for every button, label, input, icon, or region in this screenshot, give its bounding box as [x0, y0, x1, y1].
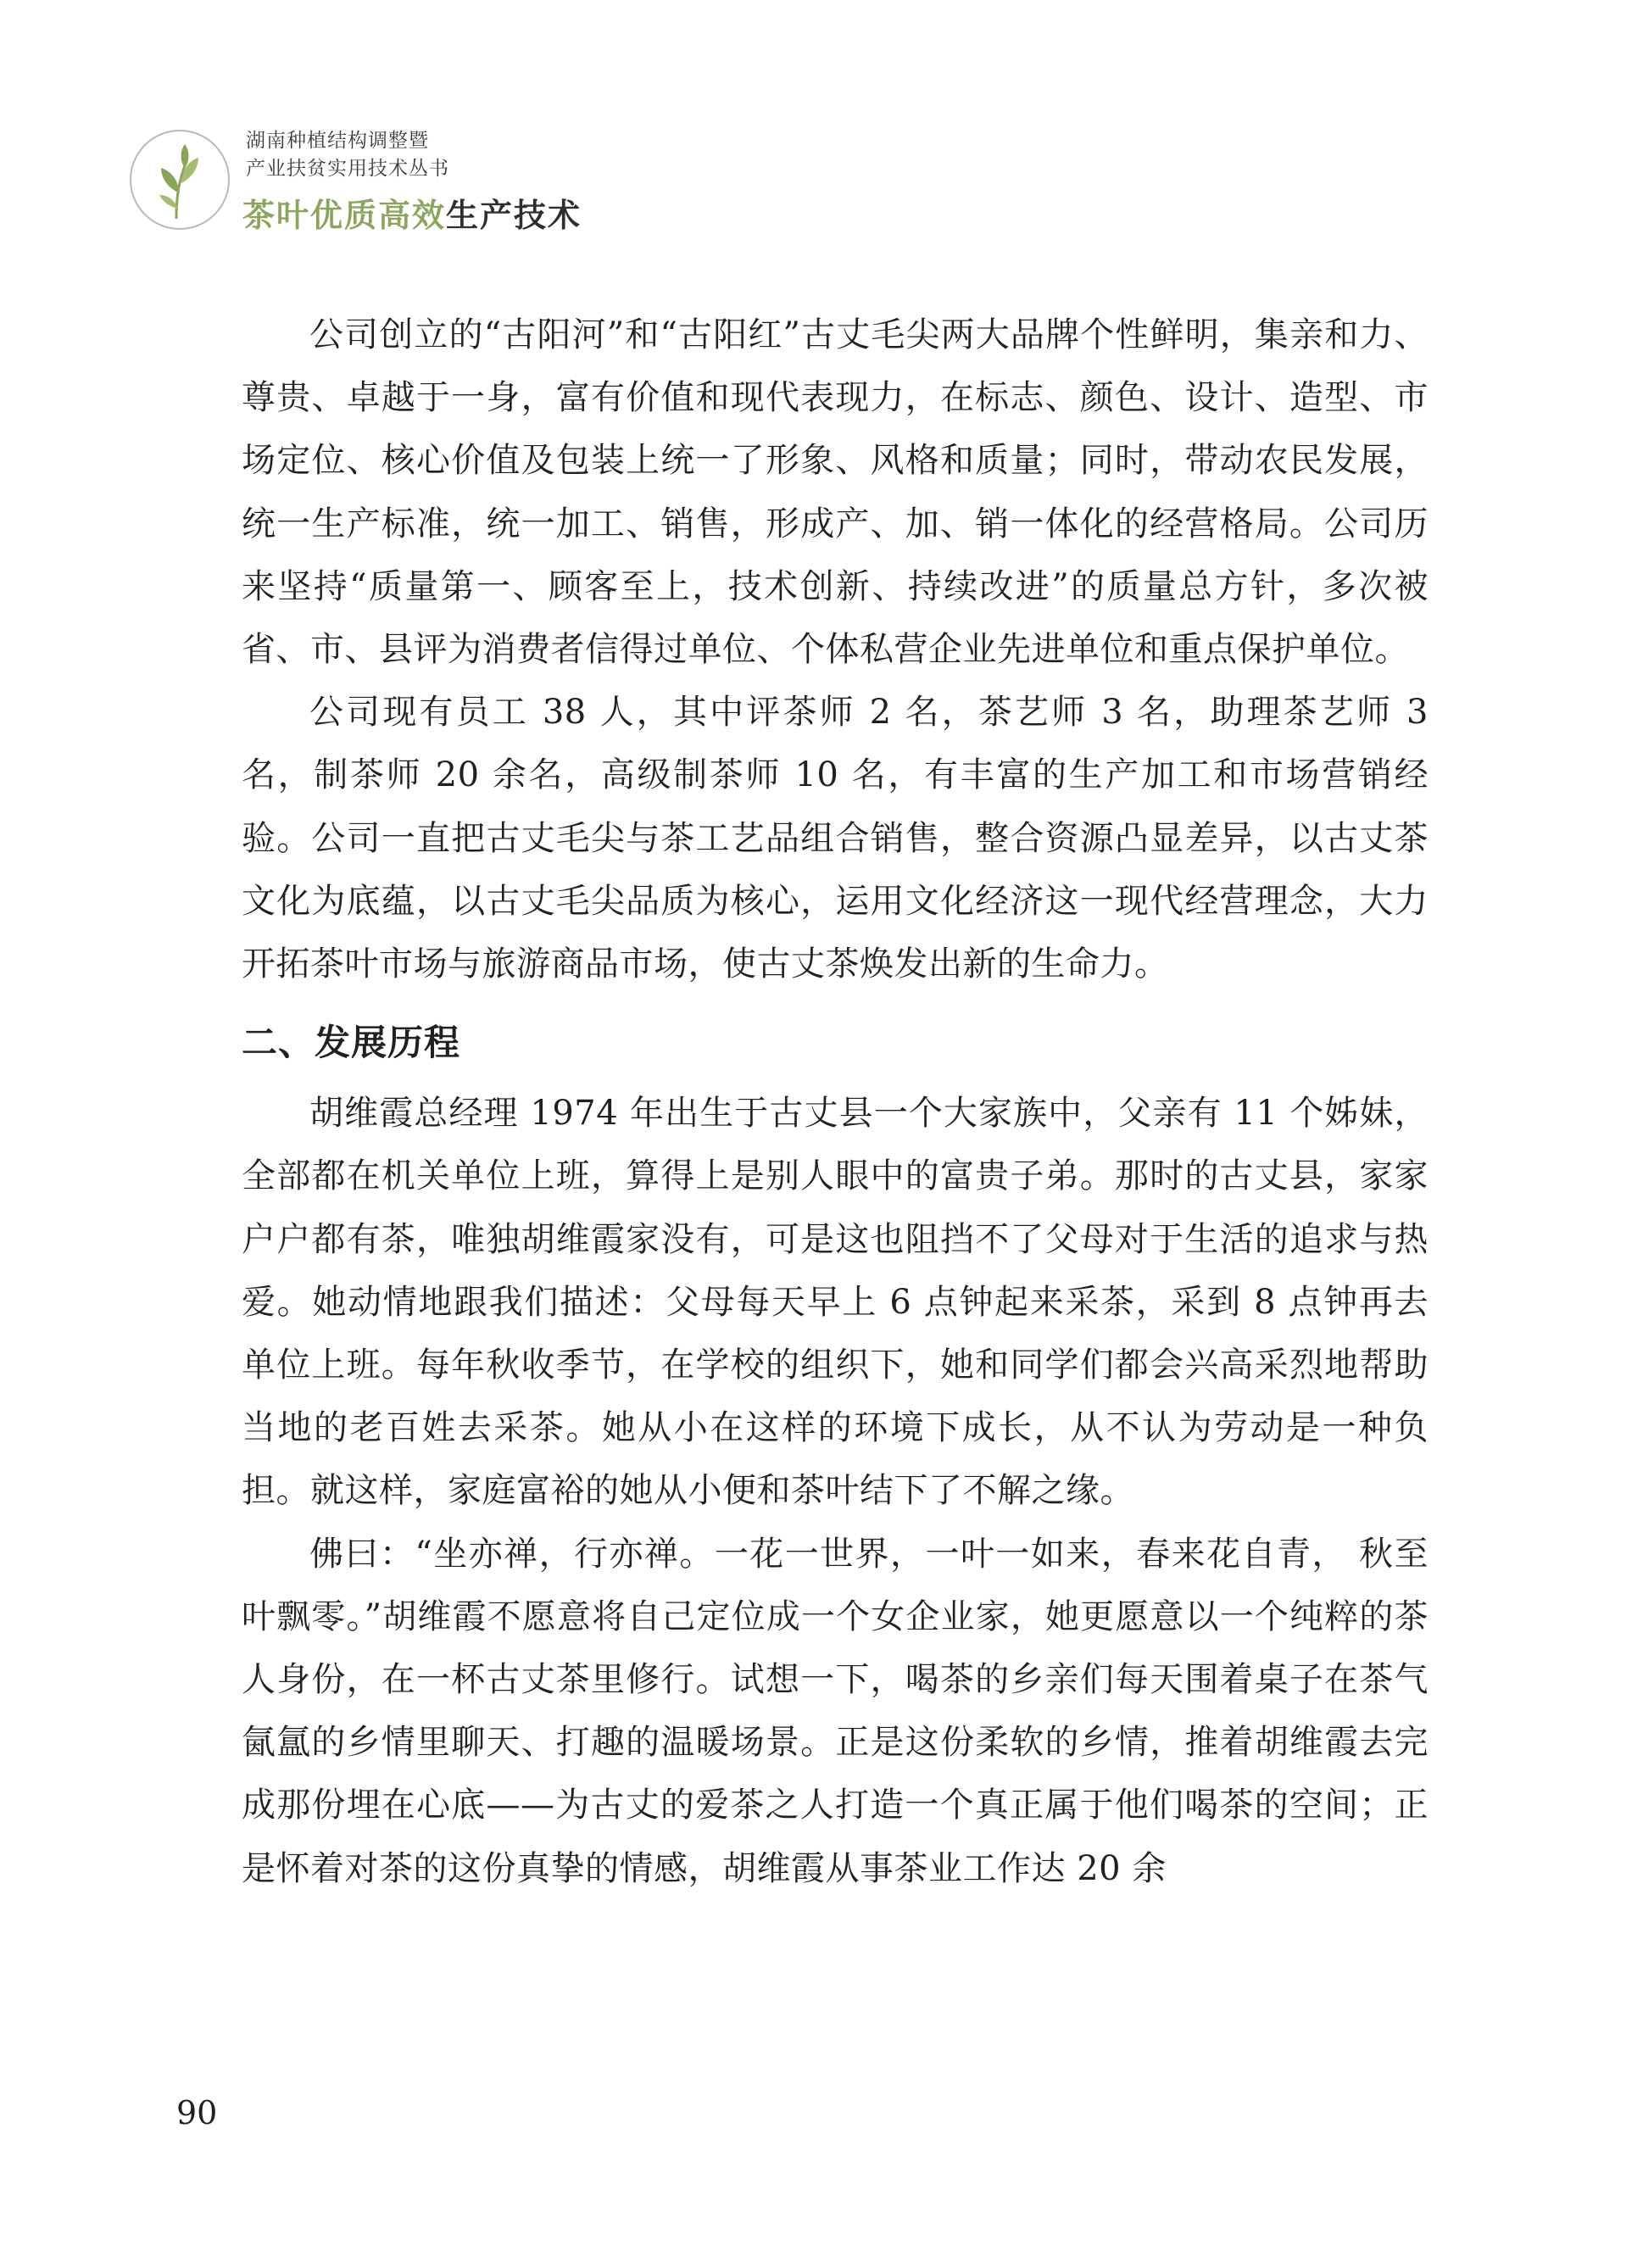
- book-title-rest: 生产技术: [446, 197, 582, 234]
- page-number: 90: [176, 2094, 218, 2131]
- paragraph-3: 胡维霞总经理 1974 年出生于古丈县一个大家族中，父亲有 11 个姊妹，全部都在机关单位上班，算得上是别人眼中的富贵子弟。那时的古丈县，家家户户都有茶，唯独胡维霞家没有，可是这也阻挡不了父母对于生活的追求与热爱。她动情地跟我们描述：父母每天早上 6 点钟起来采茶，采到 8 点钟再去单位上班。每年秋收季节，在学校的组织下，她和同学们都会兴高采烈地帮助当地的老百姓去采茶。她从小在这样的环境下成长，从不认为劳动是一种负担。就这样，家庭富裕的她从小便和茶叶结下了不解之缘。: [242, 1094, 1429, 1511]
- paragraph-4: 佛曰：“坐亦禅，行亦禅。一花一世界，一叶一如来，春来花自青， 秋至叶飘零。”胡维霞不愿意将自己定位成一个女企业家，她更愿意以一个纯粹的茶人身份，在一杯古丈茶里修行。试想一下，喝茶的乡亲们每天围着桌子在茶气氤氲的乡情里聊天、打趣的温暖场景。正是这份柔软的乡情，推着胡维霞去完成那份埋在心底——为古丈的爱茶之人打造一个真正属于他们喝茶的空间；正是怀着对茶的这份真挚的情感，胡维霞从事茶业工作达 20 余: [242, 1534, 1429, 1888]
- series-title-line-2: 产业扶贫实用技术丛书: [246, 158, 449, 180]
- paragraph-1: 公司创立的“古阳河”和“古阳红”古丈毛尖两大品牌个性鲜明，集亲和力、尊贵、卓越于一身，富有价值和现代表现力，在标志、颜色、设计、造型、市场定位、核心价值及包装上统一了形象、风格和质量；同时，带动农民发展，统一生产标准，统一加工、销售，形成产、加、销一体化的经营格局。公司历来坚持“质量第一、顾客至上，技术创新、持续改进”的质量总方针，多次被省、市、县评为消费者信得过单位、个体私营企业先进单位和重点保护单位。: [242, 315, 1429, 670]
- series-title-line-1: 湖南种植结构调整暨: [246, 130, 429, 152]
- paragraph-2: 公司现有员工 38 人，其中评茶师 2 名，茶艺师 3 名，助理茶艺师 3 名，制茶师 20 余名，高级制茶师 10 名，有丰富的生产加工和市场营销经验。公司一直把古丈毛尖与茶工艺品组合销售，整合资源凸显差异，以古丈茶文化为底蕴，以古丈毛尖品质为核心，运用文化经济这一现代经营理念，大力开拓茶叶市场与旅游商品市场，使古丈茶焕发出新的生命力。: [242, 693, 1429, 984]
- tea-sprout-circle-icon: [127, 127, 233, 233]
- section-heading: 二、发展历程: [242, 1022, 461, 1064]
- book-title: [242, 189, 582, 236]
- main-text: [242, 304, 1429, 1900]
- running-header: [127, 114, 721, 242]
- book-title-accent: 茶叶优质高效: [242, 197, 447, 234]
